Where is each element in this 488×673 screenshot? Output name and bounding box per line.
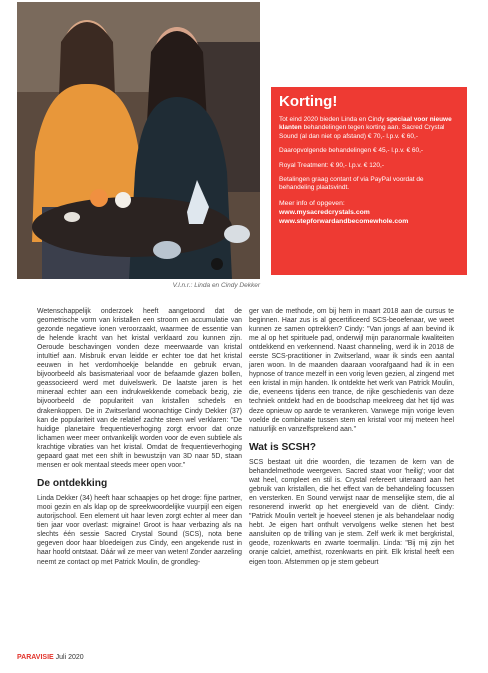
discount-royal: Royal Treatment: € 90,- l.p.v. € 120,- xyxy=(279,161,385,169)
article-paragraph: Wetenschappelijk onderzoek heeft aangetoond dat de geometrische vorm van kristallen een stroom en accumulatie van gezonde negatieve ionen veroorzaakt, waarmee de essentie van de helende kracht van het kristal verklaard zou kunnen zijn. Oeroude beschavingen vonden deze meerwaarde van kristal intuïtief aan. Misbruik ervan leidde er echter toe dat het kristal eeuwen in het verdomhoekje belandde en gebruik ervan, bijvoorbeeld als basismateriaal voor de befaamde glazen bollen, geassocieerd werd met duivelswerk. De laatste jaren is het mineraal echter aan een indrukwekkende comeback bezig, zie bijvoorbeeld de populariteit van kristallen schedels en drakenkoppen. De in Zwitserland woonachtige Cindy Dekker (37) kan de populariteit van de relatief zachte steen wel verklaren: "De huidige planetaire frequentieverhoging zorgt ervoor dat onze lichamen weer meer ontvankelijk worden voor de even subtiele als krachtige vibraties van het kristal. Omdat de frequentieverhoging gepaard gaat met een shift in bewustzijn van 3D naar 5D, staan mensen er ook mentaal steeds meer open voor." xyxy=(37,308,242,469)
link-mysacredcrystals[interactable]: www.mysacredcrystals.com xyxy=(279,208,370,216)
link-stepforward[interactable]: www.stepforwardandbecomewhole.com xyxy=(279,218,409,226)
discount-followup: Daaropvolgende behandelingen € 45,- l.p.v. € 60,- xyxy=(279,147,424,155)
discount-links xyxy=(279,208,459,226)
article-paragraph: ger van de methode, om bij hem in maart 2018 aan de cursus te beginnen. Haar zus is al gecertificeerd SCS-beoefenaar, we weet kunnen ze samen optrekken? Cindy: "Van jongs af aan bevind ik me al op het spirituele pad, onderwijl mijn paranormale kwaliteiten ontdekkend en verkennend. Naast channeling, werd ik in 2018 de eerste SCS-practitioner in Zwitserland, waar ik sinds een aantal jaren woon. In de maanden daaraan voorafgaand had ik in een hypnose of trance mezelf in een vorig leven gezien, al zingend met een kristal in mijn handen. Ik ontdekte het werk van Patrick Moulin, die, eveneens tijdens een trance, de rijke geschiedenis van deze techniek ontdekt had en de boodschap meekreeg dat het tijd was deze opnieuw op aarde te verankeren. Vanwege mijn vorige leven voelde de combinatie tussen stem en kristal voor mij meteen heel natuurlijk en vanzelfsprekend aan." xyxy=(249,308,454,433)
article-column-right xyxy=(249,307,454,567)
discount-payment: Betalingen graag contant of via PayPal voordat de behandeling plaatsvindt. xyxy=(279,175,424,192)
section-heading-ontdekking: De ontdekking xyxy=(37,477,108,489)
article-paragraph: Linda Dekker (34) heeft haar schaapjes op het droge: fijne partner, mooi gezin en als klap op de spreekwoordelijke vuurpijl een eigen autorijschool. Een element uit haar leven zorgt echter al meer dan tien jaar voor overlast: migraine! Groot is haar verbazing als na slechts één sessie Sacred Crystal Sound (SCS), nota bene gegeven door haar bloedeigen zus Cindy, een angekende rust in haar hoofd ontstaat. Dáár wil ze meer van weten! Zonder aarzeling neemt ze contact op met Patrick Moulin, de grondleg- xyxy=(37,495,242,566)
photo-linda-cindy xyxy=(17,2,260,279)
discount-intro: Tot eind 2020 bieden Linda en Cindy speciaal voor nieuwe klanten behandelingen tegen korting aan. Sacred Crystal Sound (al dan niet op afstand) € 70,- l.p.v. € 60,- xyxy=(279,115,452,140)
photo-illustration xyxy=(17,2,260,279)
article-column-left xyxy=(37,307,242,567)
discount-box xyxy=(271,87,467,275)
discount-info-label: Meer info of opgeven: xyxy=(279,199,345,207)
photo-caption: V.l.n.r.: Linda en Cindy Dekker xyxy=(172,282,260,289)
discount-title: Korting! xyxy=(279,93,338,110)
magazine-name: PARAVISIE xyxy=(17,654,54,661)
issue-date: Juli 2020 xyxy=(55,654,84,661)
page-footer xyxy=(17,654,84,661)
section-heading-scsh: Wat is SCSH? xyxy=(249,441,316,453)
article-paragraph: SCS bestaat uit drie woorden, die tezamen de kern van de behandelmethode weergeven. Sacred staat voor 'heilig'; voor dat wat heel, compleet en stil is. Crystal refereert uiteraard aan het gebruik van kristallen, die het effect van de behandeling focussen en versterken. En Sound verwijst naar de menselijke stem, die al resonerend inwerkt op het energieveld van de cliënt. Cindy: "Patrick Moulin vertelt je hoeveel stenen je als behandelaar nodig hebt. Je eigen hart onthult vervolgens welke stenen het best aansluiten op de trilling van je stem. Zelf werk ik met bergkristal, geode, rozenkwarts en zwarte toermalijn. Linda: "Bij mij zijn het oranje calciet, amethist, rozenkwarts en pirit. Elk kristal heeft een eigen toon. Afstemmen op je stem gebeurt xyxy=(249,459,454,566)
